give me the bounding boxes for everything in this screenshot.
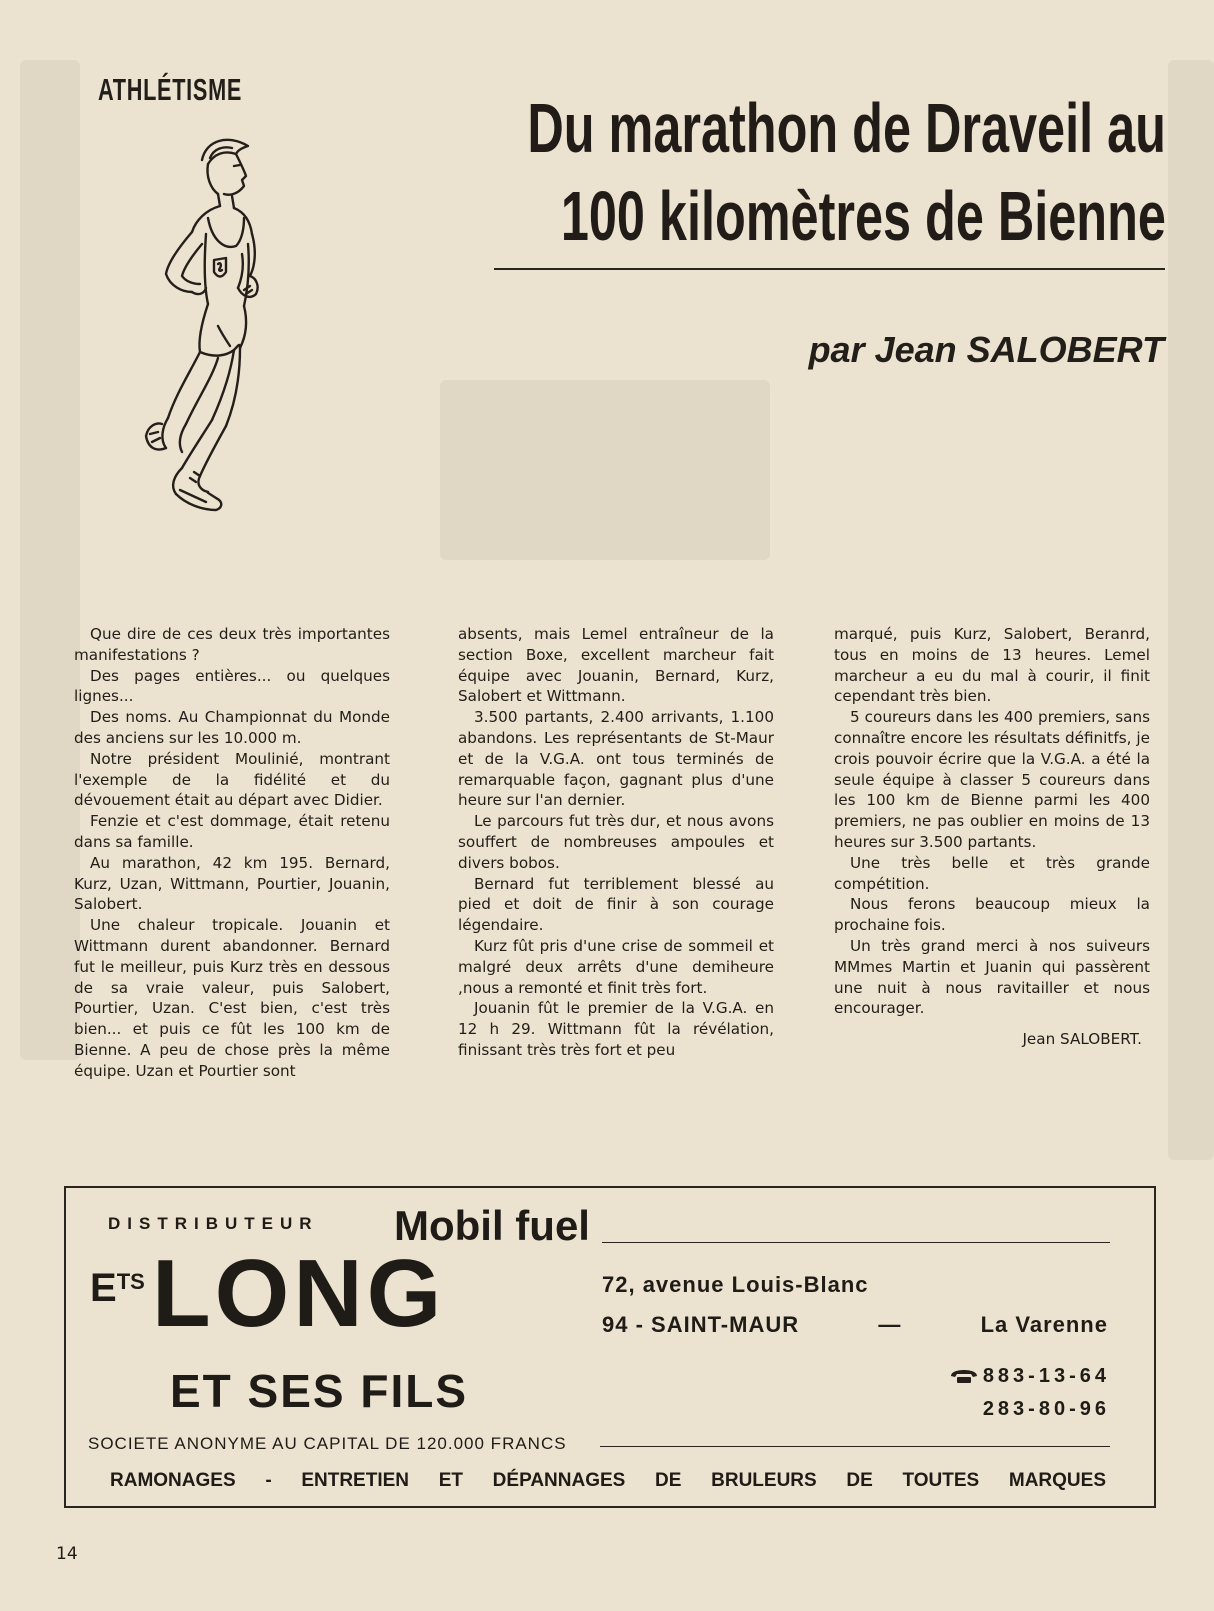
ad-service-word: MARQUES — [1008, 1470, 1106, 1491]
section-label: ATHLÉTISME — [98, 72, 243, 107]
paragraph: Un très grand merci à nos suiveurs MMmes Martin et Juanin qui passèrent une nuit à nous ravitailler et nous encourager. — [834, 936, 1150, 1018]
ad-phones — [949, 1360, 1110, 1426]
ad-capital: SOCIETE ANONYME AU CAPITAL DE 120.000 FRANCS — [88, 1434, 567, 1453]
paragraph: Au marathon, 42 km 195. Bernard, Kurz, Uzan, Wittmann, Pourtier, Jouanin, Salobert. — [74, 853, 390, 914]
ad-service-word: ENTRETIEN — [301, 1470, 410, 1491]
ad-ets — [90, 1268, 145, 1308]
advertisement — [64, 1186, 1156, 1508]
ad-services — [110, 1470, 1106, 1492]
paragraph: Nous ferons beaucoup mieux la prochaine fois. — [834, 895, 1150, 935]
bleed-through — [1168, 60, 1214, 1160]
paragraph: Une très belle et très grande compétition. — [834, 853, 1150, 893]
bleed-through — [440, 380, 770, 560]
paragraph: Le parcours fut très dur, et nous avons souffert de nombreuses ampoules et divers bobos. — [458, 812, 774, 872]
ad-phone-1: 883-13-64 — [982, 1365, 1110, 1387]
ad-divider — [602, 1242, 1110, 1243]
article-column-3 — [834, 624, 1150, 1050]
paragraph: Des pages entières... ou quelques lignes... — [74, 666, 390, 706]
ad-area: La Varenne — [980, 1312, 1108, 1337]
title-rule — [494, 268, 1165, 270]
telephone-icon — [949, 1370, 979, 1384]
ad-ets-letter: E — [90, 1266, 117, 1310]
title-line-2: 100 kilomètres de Bienne — [560, 177, 1166, 255]
paragraph: marqué, puis Kurz, Salobert, Beranrd, tous en moins de 13 heures. Lemel marcheur a eu du mal à courir, il finit cependant très bien. — [834, 625, 1150, 706]
ad-service-word: DE — [846, 1470, 873, 1491]
paragraph: Notre président Moulinié, montrant l'exemple de la fidélité et du dévouement était au départ avec Didier. — [74, 749, 390, 810]
runner-illustration — [110, 136, 280, 536]
ad-service-word: - — [265, 1470, 272, 1491]
paragraph: Que dire de ces deux très importantes manifestations ? — [74, 625, 390, 664]
ad-service-word: TOUTES — [902, 1470, 980, 1491]
paragraph: Kurz fût pris d'une crise de sommeil et malgré deux arrêts d'une demiheure ,nous a remonté et finit très fort. — [458, 936, 774, 997]
ad-city: 94 - SAINT-MAUR — [602, 1312, 800, 1337]
ad-brand: Mobil fuel — [394, 1202, 590, 1249]
ad-service-word: BRULEURS — [711, 1470, 817, 1491]
ad-divider — [600, 1446, 1110, 1447]
ad-company-sub: ET SES FILS — [170, 1365, 469, 1417]
ad-service-word: DÉPANNAGES — [492, 1470, 626, 1491]
ad-ets-superscript: TS — [116, 1269, 145, 1294]
paragraph: Bernard fut terriblement blessé au pied et doit de finir à son courage légendaire. — [458, 874, 774, 935]
ad-company-name: LONG — [152, 1240, 446, 1347]
byline: par Jean SALOBERT — [808, 329, 1164, 370]
paragraph: absents, mais Lemel entraîneur de la section Boxe, excellent marcheur fait équipe avec Jouanin, Bernard, Kurz, Salobert et Wittmann. — [458, 625, 774, 706]
ad-service-word: ET — [438, 1470, 463, 1491]
article-column-1 — [74, 624, 390, 1082]
paragraph: Fenzie et c'est dommage, était retenu dans sa famille. — [74, 812, 390, 851]
ad-distributor-label: DISTRIBUTEUR — [108, 1214, 319, 1233]
article-column-2 — [458, 624, 774, 1061]
ad-service-word: RAMONAGES — [110, 1470, 236, 1491]
title-line-1: Du marathon de Draveil au — [527, 89, 1166, 167]
bleed-through — [20, 60, 80, 1060]
article-signature: Jean SALOBERT. — [1022, 1030, 1142, 1049]
ad-address-street: 72, avenue Louis-Blanc — [602, 1272, 869, 1297]
paragraph: 5 coureurs dans les 400 premiers, sans connaître encore les résultats définitfs, je crois pouvoir écrire que la V.G.A. a été la seule équipe à classer 5 coureurs dans les 100 km de Bienne parmi les 400 premiers, ne pas oublier en moins de 13 heures sur 3.500 partants. — [834, 708, 1150, 851]
paragraph: 3.500 partants, 2.400 arrivants, 1.100 abandons. Les représentants de St-Maur et de la V.G.A. ont tous terminés de remarquable façon, gagnant plus d'une heure sur l'an dernier. — [458, 708, 774, 810]
paragraph: Des noms. Au Championnat du Monde des anciens sur les 10.000 m. — [74, 708, 390, 747]
ad-address-city — [602, 1312, 1108, 1338]
page-number: 14 — [56, 1544, 78, 1564]
ad-service-word: DE — [655, 1470, 682, 1491]
paragraph: Une chaleur tropicale. Jouanin et Wittmann durent abandonner. Bernard fut le meilleur, puis Kurz très en dessous de sa vraie valeur, puis Salobert, Pourtier, Uzan. C'est bien, c'est très bien... et puis ce fût les 100 km de Bienne. A peu de chose près la même équipe. Uzan et Pourtier sont — [74, 916, 390, 1080]
ad-dash: — — [878, 1312, 902, 1337]
article-title — [527, 84, 1166, 260]
paragraph: Jouanin fût le premier de la V.G.A. en 12 h 29. Wittmann fût la révélation, finissant très très fort et peu — [458, 999, 774, 1059]
ad-phone-2: 283-80-96 — [982, 1398, 1110, 1420]
